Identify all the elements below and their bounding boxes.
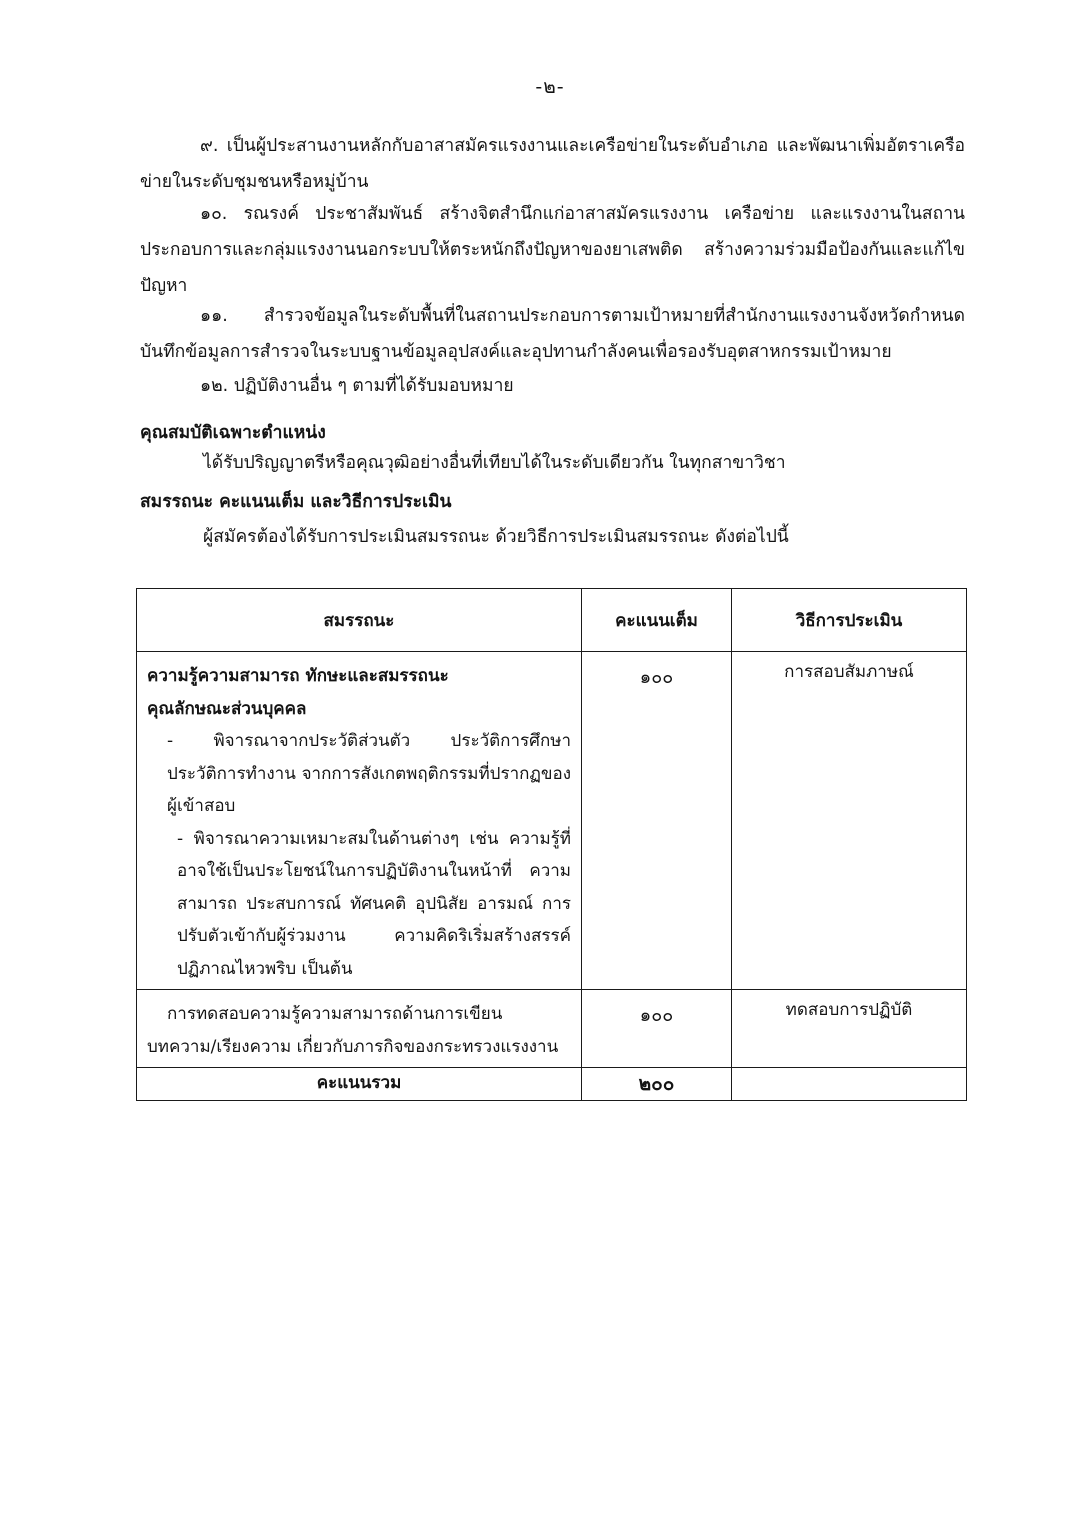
table-header-row — [137, 589, 967, 652]
total-row — [137, 1068, 967, 1101]
total-method-empty — [732, 1068, 967, 1101]
competency-item: การทดสอบความรู้ความสามารถด้านการเขียนบทความ/เรียงความ เกี่ยวกับภารกิจของกระทรวงแรงงาน — [147, 1004, 559, 1057]
header-method: วิธีการประเมิน — [732, 589, 967, 652]
total-score: ๒๐๐ — [582, 1068, 732, 1101]
duty-item-11 — [140, 298, 965, 370]
competency-title-line2: คุณลักษณะส่วนบุคคล — [147, 698, 307, 719]
score-cell: ๑๐๐ — [582, 990, 732, 1068]
header-competency: สมรรถนะ — [137, 589, 582, 652]
table-row — [137, 990, 967, 1068]
qualifications-text: ได้รับปริญญาตรีหรือคุณวุฒิอย่างอื่นที่เทียบได้ในระดับเดียวกัน ในทุกสาขาวิชา — [203, 453, 786, 473]
qualifications-heading: คุณสมบัติเฉพาะตำแหน่ง — [140, 423, 326, 443]
page-number: -๒- — [535, 76, 565, 98]
competency-title-line1: ความรู้ความสามารถ ทักษะและสมรรถนะ — [147, 666, 449, 686]
method-cell: การสอบสัมภาษณ์ — [732, 652, 967, 990]
duty-item-9 — [140, 128, 965, 200]
duty-text: ๑๒. ปฏิบัติงานอื่น ๆ ตามที่ได้รับมอบหมาย — [200, 376, 514, 396]
duty-text: ๑๑. สำรวจข้อมูลในระดับพื้นที่ในสถานประกอบการตามเป้าหมายที่สำนักงานแรงงานจังหวัดกำหนด บันทึกข้อมูลการสำรวจในระบบฐานข้อมูลอุปสงค์และอุปทานกำลังคนเพื่อรองรับอุตสาหกรรมเป้าหมาย — [140, 306, 965, 362]
competency-cell — [137, 652, 582, 990]
competency-intro: ผู้สมัครต้องได้รับการประเมินสมรรถนะ ด้วยวิธีการประเมินสมรรถนะ ดังต่อไปนี้ — [203, 527, 789, 547]
competency-cell — [137, 990, 582, 1068]
competency-item: - พิจารณาจากประวัติส่วนตัว ประวัติการศึกษา ประวัติการทำงาน จากการสังเกตพฤติกรรมที่ปรากฏของผู้เข้าสอบ — [167, 731, 571, 816]
total-label: คะแนนรวม — [137, 1068, 582, 1101]
competency-heading: สมรรถนะ คะแนนเต็ม และวิธีการประเมิน — [140, 492, 452, 512]
duty-text: ๑๐. รณรงค์ ประชาสัมพันธ์ สร้างจิตสำนึกแก่อาสาสมัครแรงงาน เครือข่าย และแรงงานในสถานประกอบการและกลุ่มแรงงานนอกระบบให้ตระหนักถึงปัญหาของยาเสพติด สร้างความร่วมมือป้องกันและแก้ไขปัญหา — [140, 204, 965, 296]
duty-text: ๙. เป็นผู้ประสานงานหลักกับอาสาสมัครแรงงานและเครือข่ายในระดับอำเภอ และพัฒนาเพิ่มอัตราเครือข่ายในระดับชุมชนหรือหมู่บ้าน — [140, 136, 965, 192]
method-cell: ทดสอบการปฏิบัติ — [732, 990, 967, 1068]
competency-item: - พิจารณาความเหมาะสมในด้านต่างๆ เช่น ความรู้ที่อาจใช้เป็นประโยชน์ในการปฏิบัติงานในหน้าที่ ความสามารถ ประสบการณ์ ทัศนคติ อุปนิสัย อารมณ์ การปรับตัวเข้ากับผู้ร่วมงาน ความคิดริเริ่มสร้างสรรค์ ปฏิภาณไหวพริบ เป็นต้น — [177, 828, 571, 979]
header-full-score: คะแนนเต็ม — [582, 589, 732, 652]
table-row — [137, 652, 967, 990]
duty-item-12 — [140, 368, 965, 404]
score-cell: ๑๐๐ — [582, 652, 732, 990]
duty-item-10 — [140, 196, 965, 304]
competency-table — [136, 588, 967, 1101]
